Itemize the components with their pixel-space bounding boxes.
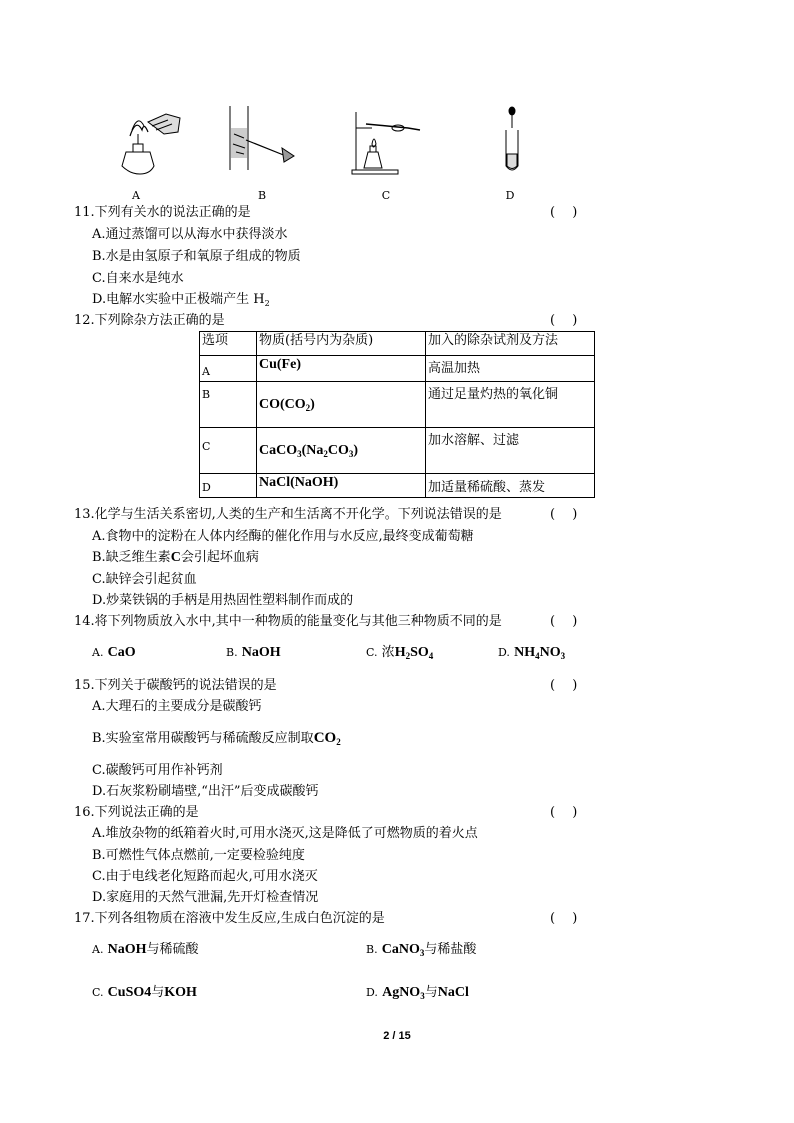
question-12-stem: 12.下列除杂方法正确的是 bbox=[74, 313, 225, 328]
figure-label-c: C bbox=[381, 189, 391, 202]
table-cell-option: C bbox=[200, 428, 257, 474]
question-16-option-c: C.由于电线老化短路而起火,可用水浇灭 bbox=[92, 869, 318, 884]
question-11-option-d: D.电解水实验中正极端产生 $H_2$ bbox=[92, 292, 270, 308]
table-cell-substance: $CaCO_3(Na_2CO_3)$ bbox=[257, 428, 426, 474]
question-15-option-b: B.实验室常用碳酸钙与稀硫酸反应制取$CO_2$ bbox=[92, 730, 341, 747]
table-header-substance: 物质(括号内为杂质) bbox=[257, 332, 426, 356]
question-16-option-b: B.可燃性气体点燃前,一定要检验纯度 bbox=[92, 848, 305, 863]
table-header-option: 选项 bbox=[200, 332, 257, 356]
question-17-option-b: B. CaNO$_3$与稀盐酸 bbox=[366, 942, 477, 958]
question-13-option-d: D.炒菜铁锅的手柄是用热固性塑料制作而成的 bbox=[92, 593, 354, 608]
table-cell-option: D bbox=[200, 474, 257, 498]
page-number: 2 / 15 bbox=[383, 1030, 411, 1042]
question-16-option-d: D.家庭用的天然气泄漏,先开灯检查情况 bbox=[92, 890, 319, 905]
question-11-stem: 11.下列有关水的说法正确的是 bbox=[74, 205, 251, 220]
table-cell-option: A bbox=[200, 356, 257, 382]
question-12-answer-blank: ( ) bbox=[550, 313, 578, 328]
question-13-option-b: B.缺乏维生素C会引起坏血病 bbox=[92, 550, 259, 565]
table-cell-method: 加适量稀硫酸、蒸发 bbox=[426, 474, 595, 498]
question-11-answer-blank: ( ) bbox=[550, 205, 578, 220]
question-17-answer-blank: ( ) bbox=[550, 911, 578, 926]
question-11-option-a: A.通过蒸馏可以从海水中获得淡水 bbox=[92, 227, 288, 242]
figure-label-b: B bbox=[257, 189, 267, 202]
table-cell-option: B bbox=[200, 382, 257, 428]
apparatus-figure-d bbox=[500, 104, 524, 174]
question-16-answer-blank: ( ) bbox=[550, 805, 578, 820]
table-header-method: 加入的除杂试剂及方法 bbox=[426, 332, 595, 356]
apparatus-figure-a bbox=[108, 108, 188, 178]
table-cell-method: 通过足量灼热的氧化铜 bbox=[426, 382, 595, 428]
table-cell-method: 高温加热 bbox=[426, 356, 595, 382]
question-15-answer-blank: ( ) bbox=[550, 678, 578, 693]
question-14-option-b: B. NaOH bbox=[226, 645, 281, 660]
apparatus-figure-c bbox=[348, 104, 428, 176]
question-15-option-d: D.石灰浆粉刷墙壁,“出汗”后变成碳酸钙 bbox=[92, 784, 319, 799]
question-14-option-d: D. $NH_4NO_3$ bbox=[498, 645, 566, 661]
question-15-stem: 15.下列关于碳酸钙的说法错误的是 bbox=[74, 678, 277, 693]
question-17-stem: 17.下列各组物质在溶液中发生反应,生成白色沉淀的是 bbox=[74, 911, 385, 926]
question-11-option-c: C.自来水是纯水 bbox=[92, 271, 184, 286]
question-13-stem: 13.化学与生活关系密切,人类的生产和生活离不开化学。下列说法错误的是 bbox=[74, 507, 502, 522]
apparatus-figure-b bbox=[224, 104, 304, 176]
table-row bbox=[200, 474, 595, 498]
figure-label-d: D bbox=[505, 189, 515, 202]
question-11-option-b: B.水是由氢原子和氧原子组成的物质 bbox=[92, 249, 301, 264]
question-16-stem: 16.下列说法正确的是 bbox=[74, 805, 199, 820]
question-16-option-a: A.堆放杂物的纸箱着火时,可用水浇灭,这是降低了可燃物质的着火点 bbox=[92, 826, 478, 841]
table-cell-substance: Cu(Fe) bbox=[257, 356, 426, 382]
table-cell-method: 加水溶解、过滤 bbox=[426, 428, 595, 474]
question-17-option-d: D. AgNO$_3$与NaCl bbox=[366, 985, 469, 1001]
question-14-option-a: A. CaO bbox=[92, 645, 136, 660]
question-13-option-c: C.缺锌会引起贫血 bbox=[92, 572, 197, 587]
question-15-option-c: C.碳酸钙可用作补钙剂 bbox=[92, 763, 223, 778]
table-row bbox=[200, 382, 595, 428]
table-cell-substance: $CO(CO_2)$ bbox=[257, 382, 426, 428]
question-14-answer-blank: ( ) bbox=[550, 614, 578, 629]
table-row bbox=[200, 428, 595, 474]
question-17-option-a: A. NaOH与稀硫酸 bbox=[92, 942, 199, 957]
question-15-option-a: A.大理石的主要成分是碳酸钙 bbox=[92, 699, 262, 714]
question-13-option-a: A.食物中的淀粉在人体内经酶的催化作用与水反应,最终变成葡萄糖 bbox=[92, 529, 474, 544]
table-row bbox=[200, 356, 595, 382]
question-13-answer-blank: ( ) bbox=[550, 507, 578, 522]
question-17-option-c: C. CuSO4与KOH bbox=[92, 985, 197, 1000]
figure-label-a: A bbox=[132, 189, 140, 202]
purification-table bbox=[199, 331, 595, 498]
question-14-option-c: C. 浓$H_2SO_4$ bbox=[366, 645, 434, 661]
table-header-row bbox=[200, 332, 595, 356]
question-14-stem: 14.将下列物质放入水中,其中一种物质的能量变化与其他三种物质不同的是 bbox=[74, 614, 502, 629]
table-cell-substance: NaCl(NaOH) bbox=[257, 474, 426, 498]
